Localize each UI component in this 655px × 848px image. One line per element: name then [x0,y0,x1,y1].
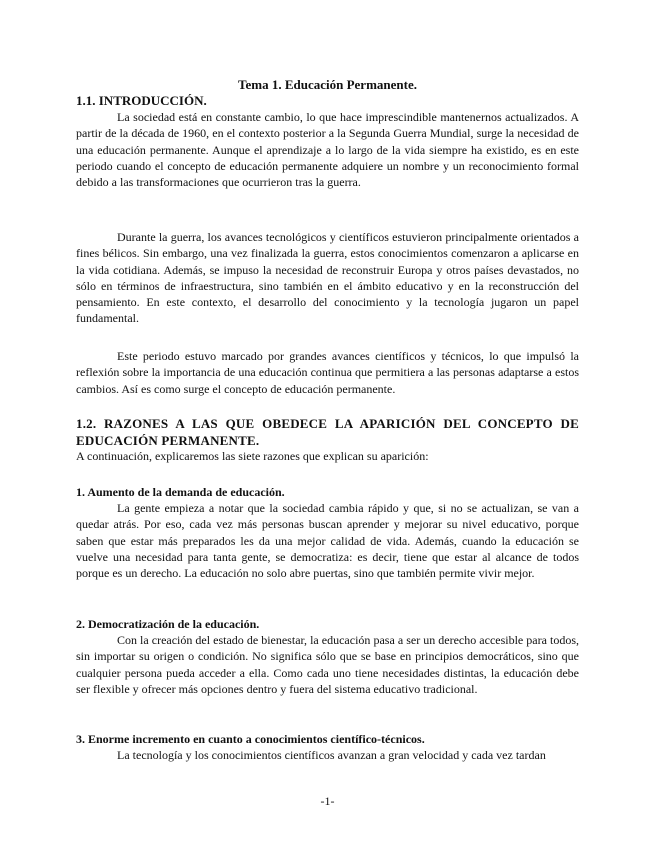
section-1-paragraph-1: La sociedad está en constante cambio, lo que hace imprescindible mantenernos actualizados. A partir de la década de 1960, en el contexto posterior a la Segunda Guerra Mundial, surge la necesidad de una educación permanente. Aunque el aprendizaje a lo largo de la vida siempre ha existido, es en este periodo cuando el concepto de educación permanente adquiere un nombre y un reconocimiento formal debido a las transformaciones que ocurrieron tras la guerra. [76,110,579,190]
reason-1-text: La gente empieza a notar que la sociedad cambia rápido y que, si no se actualizan, se van a quedar atrás. Por eso, cada vez más personas buscan aprender y mejorar su nivel educativo, porque saben que estar más preparados les da una mejor calidad de vida. Además, cuando la educación se vuelve una necesidad para tanta gente, se democratiza: es decir, tiene que estar al alcance de todos porque es un derecho. La educación no solo abre puertas, sino que también permite vivir mejor. [76,501,579,581]
section-1-paragraph-3: Este periodo estuvo marcado por grandes avances científicos y técnicos, lo que impulsó la reflexión sobre la importancia de una educación continua que permitiera a las personas adaptarse a estos cambios. Así es como surge el concepto de educación permanente. [76,349,579,396]
section-1 [76,93,579,190]
reason-1-heading: 1. Aumento de la demanda de educación. [76,485,285,499]
section-1-heading: 1.1. INTRODUCCIÓN. [76,93,207,108]
reason-1-block [76,500,579,581]
reason-3-block [76,747,579,763]
reason-3-heading: 3. Enorme incremento en cuanto a conocimientos científico-técnicos. [76,732,425,746]
reason-2-text: Con la creación del estado de bienestar, la educación pasa a ser un derecho accesible para todos, sin importar su origen o condición. No significa sólo que se base en principios democráticos, sino que cualquier persona pueda acceder a ella. Como cada uno tiene necesidades distintas, la educación debe ser flexible y ofrecer más opciones dentro y fuera del sistema educativo tradicional. [76,633,579,696]
document-title: Tema 1. Educación Permanente. [238,77,417,92]
reason-2-heading: 2. Democratización de la educación. [76,617,260,631]
section-1-paragraph-2-block [76,229,579,327]
reason-3-text: La tecnología y los conocimientos científicos avanzan a gran velocidad y cada vez tardan [117,748,546,762]
section-2-heading: 1.2. RAZONES A LAS QUE OBEDECE LA APARICIÓN DEL CONCEPTO DE EDUCACIÓN PERMANENTE. [76,416,579,448]
section-1-paragraph-3-block [76,348,579,397]
section-1-paragraph-2: Durante la guerra, los avances tecnológicos y científicos estuvieron principalmente orientados a fines bélicos. Sin embargo, una vez finalizada la guerra, estos conocimientos comenzaron a aplicarse en la vida cotidiana. Además, se impuso la necesidad de reconstruir Europa y otros países devastados, no sólo en términos de infraestructura, sino también en el ámbito educativo y en la reconstrucción del pensamiento. En este contexto, el desarrollo del conocimiento y la tecnología jugaron un papel fundamental. [76,230,579,326]
section-2-intro: A continuación, explicaremos las siete razones que explican su aparición: [76,449,429,463]
reason-2-block [76,632,579,697]
page-number: -1- [320,794,335,808]
